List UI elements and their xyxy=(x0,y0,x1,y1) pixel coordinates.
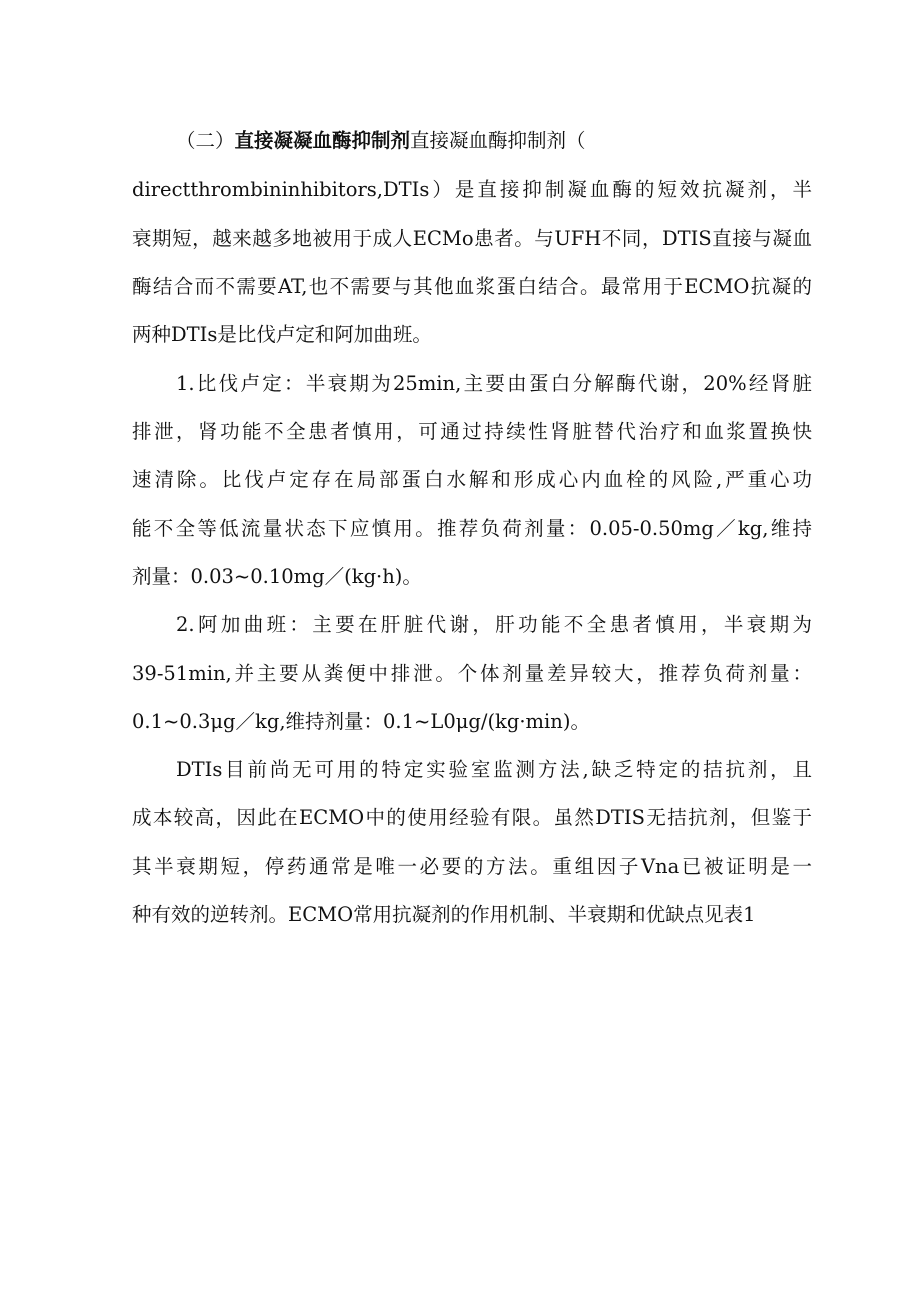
argatroban-line: 0.1~0.3μg／kg,维持剂量：0.1~L0μg/(kg·min)。 xyxy=(132,710,590,733)
section-number: （二） xyxy=(176,129,235,152)
intro-line: 两种DTIs是比伐卢定和阿加曲班。 xyxy=(132,323,432,346)
closing-line: 种有效的逆转剂。ECMO常用抗凝剂的作用机制、半衰期和优缺点见表1 xyxy=(132,903,756,926)
closing-line: DTIs目前尚无可用的特定实验室监测方法,缺乏特定的拮抗剂，且 xyxy=(176,758,812,781)
section-heading-text: 直接凝血酶抑制剂（ xyxy=(410,129,586,152)
bivalirudin-line: 排泄，肾功能不全患者慎用，可通过持续性肾脏替代治疗和血浆置换快 xyxy=(132,420,812,443)
bivalirudin-line: 能不全等低流量状态下应慎用。推荐负荷剂量：0.05-0.50mg／kg,维持 xyxy=(132,517,812,540)
intro-line: 酶结合而不需要AT,也不需要与其他血浆蛋白结合。最常用于ECMO抗凝的 xyxy=(132,275,812,298)
argatroban-line: 39-51min,并主要从粪便中排泄。个体剂量差异较大，推荐负荷剂量： xyxy=(132,662,812,685)
argatroban-line: 2.阿加曲班：主要在肝脏代谢，肝功能不全患者慎用，半衰期为 xyxy=(176,613,812,636)
section-title: 直接凝凝血酶抑制剂 xyxy=(234,129,411,152)
closing-line: 其半衰期短，停药通常是唯一必要的方法。重组因子Vna已被证明是一 xyxy=(132,855,812,878)
closing-line: 成本较高，因此在ECMO中的使用经验有限。虽然DTIS无拮抗剂，但鉴于 xyxy=(132,806,812,829)
section-heading-line xyxy=(176,127,812,155)
intro-line: 衰期短，越来越多地被用于成人ECMo患者。与UFH不同，DTIS直接与凝血 xyxy=(132,227,812,250)
bivalirudin-line: 剂量：0.03~0.10mg／(kg·h)。 xyxy=(132,565,422,588)
bivalirudin-line: 1.比伐卢定：半衰期为25min,主要由蛋白分解酶代谢，20%经肾脏 xyxy=(176,372,812,395)
intro-line: directthrombininhibitors,DTIs）是直接抑制凝血酶的短效抗凝剂，半 xyxy=(132,178,812,201)
bivalirudin-line: 速清除。比伐卢定存在局部蛋白水解和形成心内血栓的风险,严重心功 xyxy=(132,468,812,491)
